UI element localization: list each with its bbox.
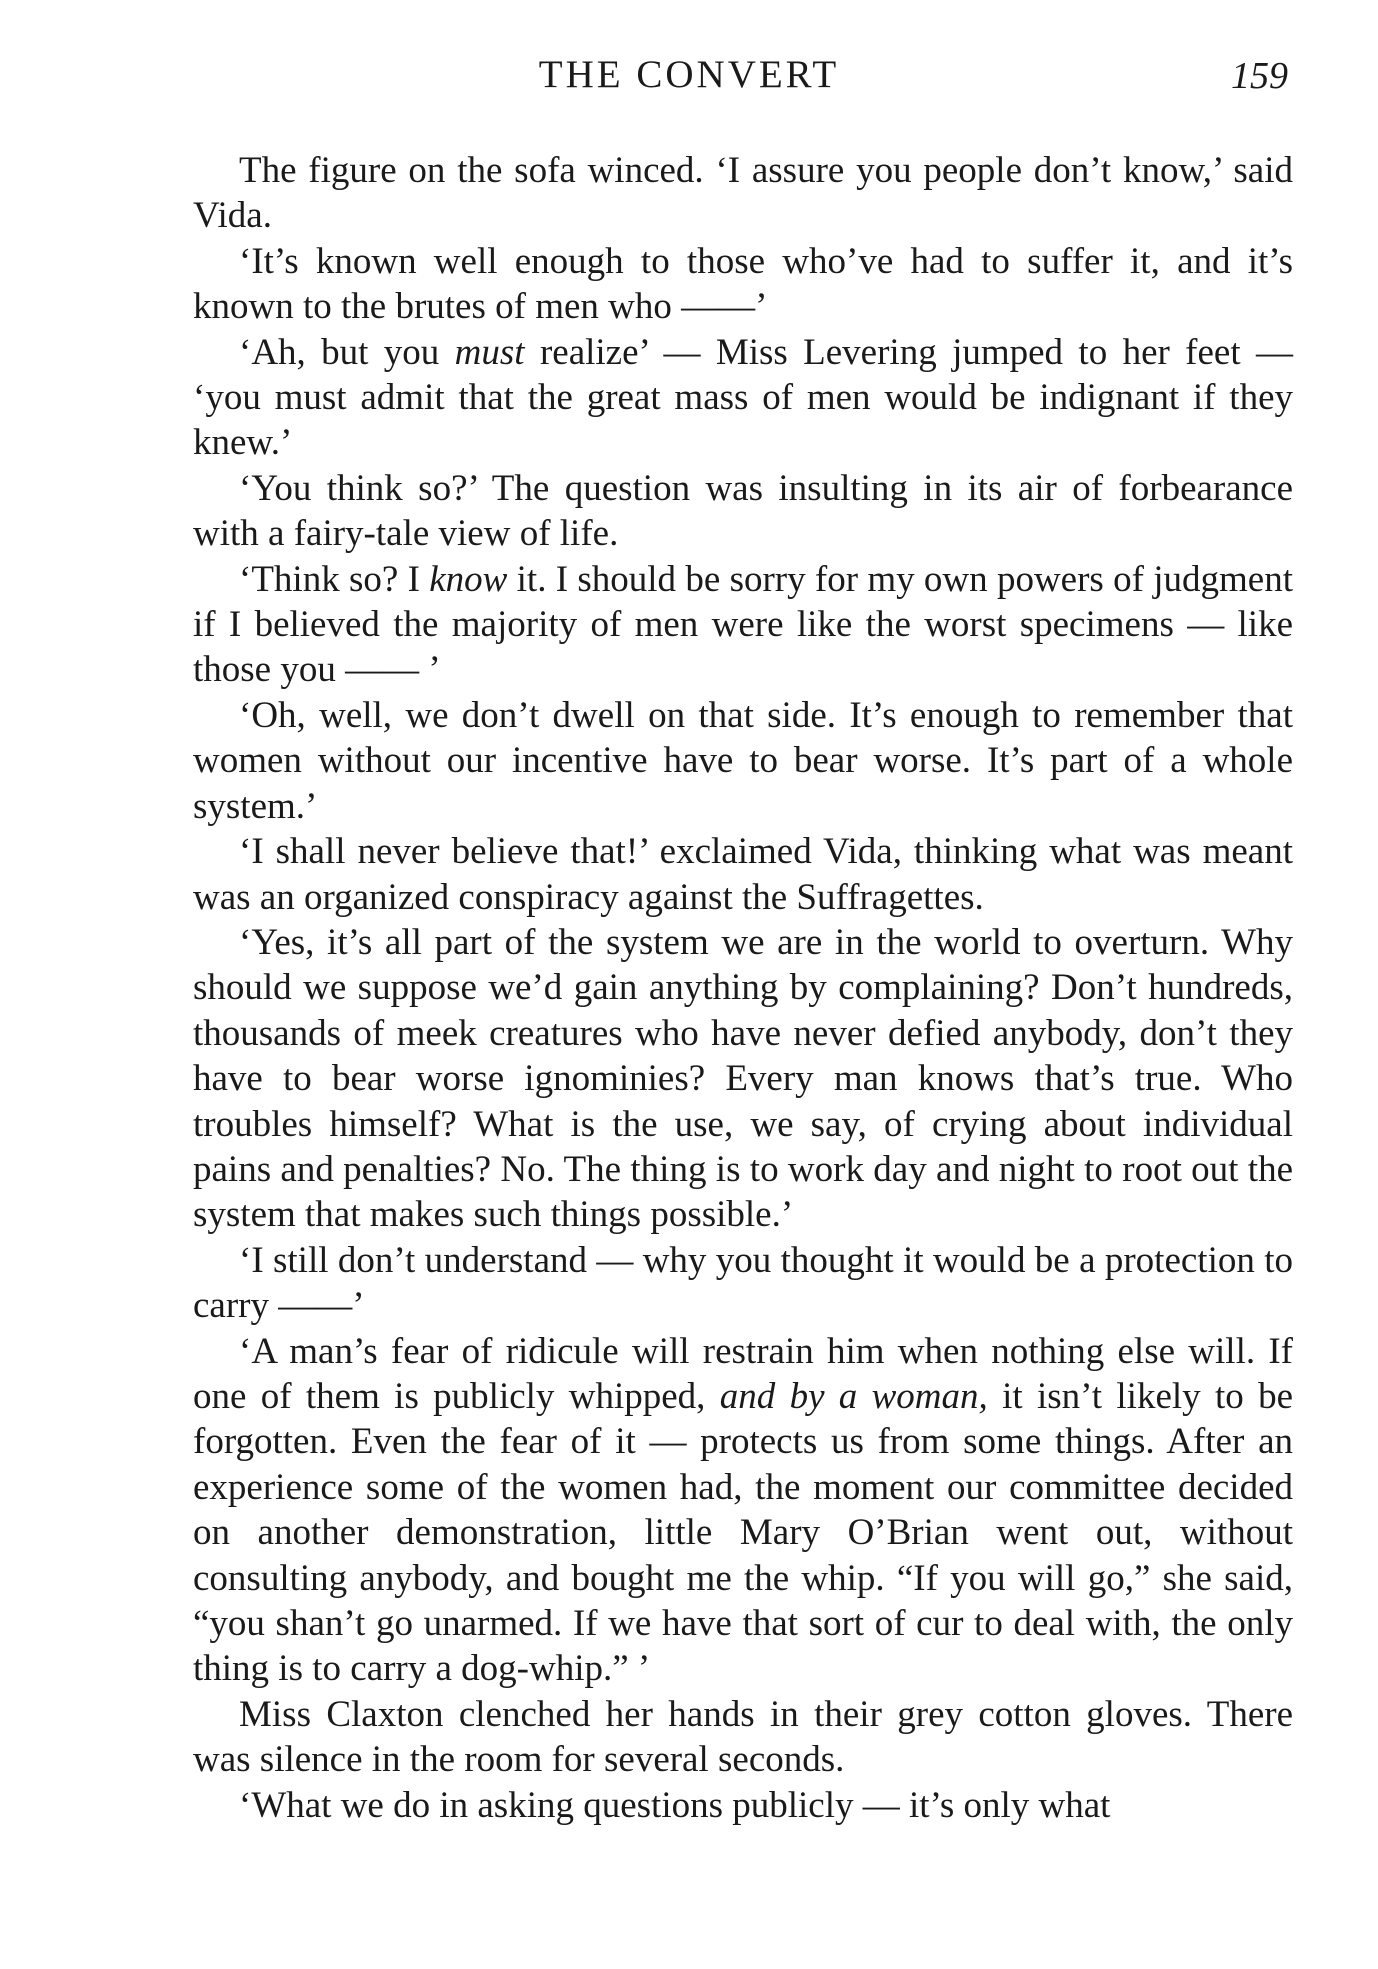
paragraph xyxy=(193,1783,1293,1828)
running-title: THE CONVERT xyxy=(538,53,840,96)
text-run: ‘Oh, well, we don’t dwell on that side. It’s enough to remember that women without our incentive have to bear worse. It’s part of a whole system.’ xyxy=(193,694,1293,827)
text-run: ‘I still don’t understand — why you thought it would be a protection to carry ——’ xyxy=(193,1239,1293,1327)
paragraph xyxy=(193,466,1293,557)
text-run: The figure on the sofa winced. ‘I assure you people don’t know,’ said Vida. xyxy=(193,150,1293,237)
paragraph xyxy=(193,1692,1293,1783)
paragraph xyxy=(193,557,1293,693)
paragraph xyxy=(193,148,1293,239)
text-run: it isn’t likely to be forgotten. Even the fear of it — protects us from some things. After an experience some of the women had, the moment our committee decided on another demonstration, little Mary O’Brian went out, without consulting anybody, and bought me the whip. “If you will go,” she said, “you shan’t go unarmed. If we have that sort of cur to deal with, the only thing is to carry a dog-whip.” ’ xyxy=(193,1375,1294,1690)
text-run: realize’ — Miss Levering jumped to her feet — ‘you must admit that the great mass of men would be indignant if they knew.’ xyxy=(193,331,1293,464)
paragraph xyxy=(193,330,1293,466)
paragraph xyxy=(193,1238,1293,1329)
italic-text-run: and by a woman, xyxy=(719,1375,988,1417)
text-run: ‘Yes, it’s all part of the system we are in the world to overturn. Why should we suppose we’d gain anything by complaining? Don’t hundreds, thousands of meek creatures who have never defied anybody, don’t they have to bear worse ignominies? Every man knows that’s true. Who troubles himself? What is the use, we say, of crying about individual pains and penalties? No. The thing is to work day and night to root out the system that makes such things possible.’ xyxy=(193,921,1293,1236)
text-run: ‘Think so? I xyxy=(239,558,430,600)
paragraph xyxy=(193,693,1293,829)
text-run: ‘I shall never believe that!’ exclaimed Vida, thinking what was meant was an organized conspiracy against the Suffragettes. xyxy=(193,831,1293,918)
text-run: ‘It’s known well enough to those who’ve had to suffer it, and it’s known to the brutes of men who ——’ xyxy=(193,240,1293,328)
text-run: ‘A man’s fear of ridicule will restrain him when nothing else will. If one of them is publicly whipped, xyxy=(193,1330,1293,1417)
paragraph xyxy=(193,1329,1293,1692)
body-text xyxy=(193,148,1293,1828)
running-head xyxy=(0,52,1378,112)
text-run: Miss Claxton clenched her hands in their grey cotton gloves. There was silence in the room for several seconds. xyxy=(193,1693,1293,1781)
page-number: 159 xyxy=(1231,55,1288,97)
italic-text-run: must xyxy=(454,331,525,373)
paragraph xyxy=(193,920,1293,1238)
paragraph xyxy=(193,239,1293,330)
italic-text-run: know xyxy=(429,558,508,600)
text-run: ‘Ah, but you xyxy=(239,331,455,373)
paragraph xyxy=(193,829,1293,920)
text-run: ‘What we do in asking questions publicly — it’s only what xyxy=(239,1784,1111,1826)
text-run: it. I should be sorry for my own powers of judgment if I believed the majority of men were like the worst specimens — like those you —— ’ xyxy=(193,558,1293,691)
text-run: ‘You think so?’ The question was insulting in its air of forbearance with a fairy-tale view of life. xyxy=(193,467,1293,555)
